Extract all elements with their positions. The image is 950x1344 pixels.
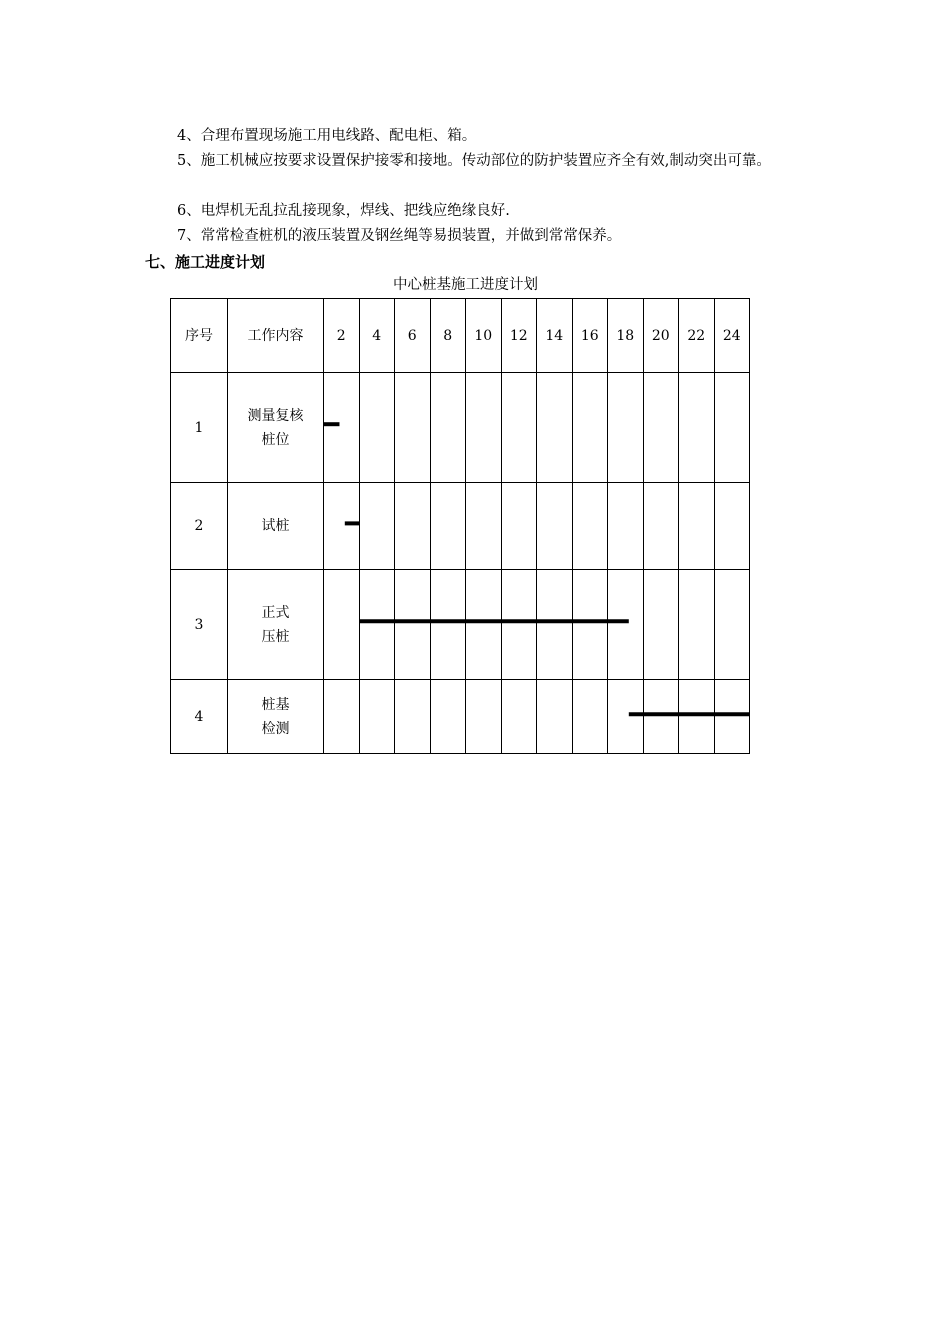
header-slot: 4 bbox=[359, 299, 395, 373]
paragraph-5: 5、施工机械应按要求设置保护接零和接地。传动部位的防护装置应齐全有效,制动突出可靠。 bbox=[177, 153, 771, 169]
task-line: 桩基 bbox=[261, 696, 290, 713]
schedule-caption: 中心桩基施工进度计划 bbox=[393, 277, 538, 293]
header-slot: 2 bbox=[324, 299, 360, 373]
header-slot: 20 bbox=[643, 299, 679, 373]
row-seq: 2 bbox=[171, 483, 228, 570]
table-row bbox=[171, 680, 750, 754]
task-line: 桩位 bbox=[261, 431, 290, 448]
row-task bbox=[228, 373, 324, 483]
row-seq: 4 bbox=[171, 680, 228, 754]
table-row bbox=[171, 483, 750, 570]
paragraph-4: 4、合理布置现场施工用电线路、配电柜、箱。 bbox=[177, 128, 477, 144]
header-slot: 24 bbox=[714, 299, 750, 373]
table-row bbox=[171, 570, 750, 680]
paragraph-7: 7、常常检查桩机的液压装置及钢丝绳等易损装置，并做到常常保养。 bbox=[177, 228, 622, 244]
row-seq: 3 bbox=[171, 570, 228, 680]
header-slot: 18 bbox=[608, 299, 644, 373]
row-task bbox=[228, 570, 324, 680]
task-line: 测量复核 bbox=[247, 407, 304, 424]
header-slot: 16 bbox=[572, 299, 608, 373]
header-slot: 10 bbox=[466, 299, 502, 373]
task-line: 正式 bbox=[261, 604, 290, 621]
header-slot: 14 bbox=[537, 299, 573, 373]
row-task bbox=[228, 483, 324, 570]
task-line: 试桩 bbox=[261, 518, 290, 534]
task-line: 检测 bbox=[261, 720, 290, 737]
header-slot: 6 bbox=[395, 299, 431, 373]
table-row bbox=[171, 373, 750, 483]
paragraph-6: 6、电焊机无乱拉乱接现象，焊线、把线应绝缘良好. bbox=[177, 203, 510, 219]
header-slot: 8 bbox=[430, 299, 466, 373]
schedule-table bbox=[170, 298, 750, 754]
header-slot: 22 bbox=[679, 299, 715, 373]
row-seq: 1 bbox=[171, 373, 228, 483]
header-task: 工作内容 bbox=[228, 299, 324, 373]
task-line: 压桩 bbox=[261, 628, 290, 645]
section-heading: 七、施工进度计划 bbox=[145, 253, 266, 271]
row-task bbox=[228, 680, 324, 754]
header-slot: 12 bbox=[501, 299, 537, 373]
table-header-row bbox=[171, 299, 750, 373]
header-seq: 序号 bbox=[171, 299, 228, 373]
